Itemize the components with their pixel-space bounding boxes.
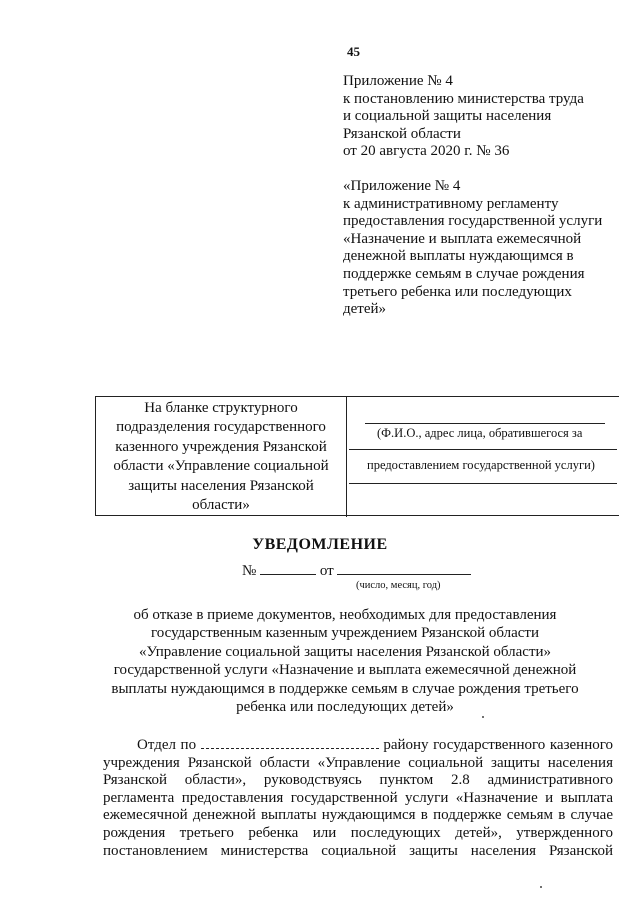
date-label: от: [319, 563, 334, 579]
subject-line: государственной услуги «Назначение и выплата ежемесячной денежной: [113, 662, 577, 679]
district-field[interactable]: [201, 737, 379, 749]
body-line: рождения третьего ребенка или последующих детей», утвержденного: [103, 824, 613, 841]
subject-line: государственным казенным учреждением Рязанской области: [150, 625, 540, 642]
body-line: ежемесячной денежной выплаты нуждающимся в поддержке семьям в случае: [103, 807, 613, 824]
appendix-line: поддержке семьям в случае рождения: [343, 265, 585, 282]
date-field[interactable]: [337, 562, 471, 575]
recipient-cell: [347, 397, 619, 515]
letterhead-line: защиты населения Рязанской: [128, 477, 314, 494]
subject-line: выплаты нуждающимся в поддержке семьям в случае рождения третьего: [111, 680, 579, 697]
header-table: [95, 396, 619, 516]
appendix-line: к административному регламенту: [343, 195, 559, 212]
subject-line: ребенка или последующих детей»: [236, 699, 454, 716]
subject-line: «Управление социальной защиты населения Рязанской области»: [138, 643, 552, 660]
letterhead-line: На бланке структурного: [144, 400, 298, 416]
appendix-line: и социальной защиты населения: [343, 108, 552, 125]
date-hint: (число, месяц, год): [356, 580, 441, 591]
scan-speck: [540, 886, 542, 888]
letterhead-line: области «Управление социальной: [113, 458, 329, 475]
appendix-line: детей»: [343, 301, 387, 318]
letterhead-line: области»: [192, 497, 250, 514]
page-number: 45: [347, 44, 360, 59]
subject-line: об отказе в приеме документов, необходимых для предоставления: [133, 607, 557, 623]
district-suffix: району государственного казенного: [383, 737, 614, 753]
scan-speck: [482, 716, 484, 718]
appendix-line: от 20 августа 2020 г. № 36: [343, 143, 510, 160]
appendix-line: «Приложение № 4: [343, 178, 461, 194]
appendix-line: третьего ребенка или последующих: [343, 283, 572, 300]
number-label: №: [242, 563, 257, 579]
appendix-line: к постановлению министерства труда: [343, 90, 584, 107]
recipient-line: [349, 449, 617, 450]
body-paragraph: [103, 737, 613, 860]
recipient-line: [349, 483, 617, 484]
body-line: [103, 737, 613, 755]
appendix-line: «Назначение и выплата ежемесячной: [343, 230, 582, 247]
body-line: Рязанской области», руководствуясь пунктом 2.8 административного: [103, 772, 613, 789]
body-line: регламента предоставления государственной услуги «Назначение и выплата: [103, 789, 613, 806]
appendix-regulation: [343, 178, 633, 319]
recipient-line: [365, 423, 605, 424]
recipient-caption: предоставлением государственной услуги): [367, 458, 595, 472]
body-line: постановлением министерства социальной защиты населения Рязанской: [103, 842, 613, 859]
appendix-line: предоставления государственной услуги: [343, 213, 603, 230]
appendix-header: [343, 73, 633, 161]
recipient-caption: (Ф.И.О., адрес лица, обратившегося за: [377, 426, 583, 440]
number-field[interactable]: [260, 562, 316, 575]
appendix-line: Рязанской области: [343, 125, 461, 142]
letterhead-cell: [96, 397, 347, 517]
body-line: учреждения Рязанской области «Управление социальной защиты населения: [103, 754, 613, 771]
notice-subject: [60, 606, 630, 716]
appendix-line: Приложение № 4: [343, 73, 453, 89]
number-date-line: [242, 562, 471, 580]
district-label: Отдел по: [137, 737, 197, 753]
letterhead-line: казенного учреждения Рязанской: [115, 438, 327, 455]
page-title: УВЕДОМЛЕНИЕ: [252, 536, 388, 553]
letterhead-line: подразделения государственного: [116, 419, 326, 436]
appendix-line: денежной выплаты нуждающимся в: [343, 248, 574, 265]
